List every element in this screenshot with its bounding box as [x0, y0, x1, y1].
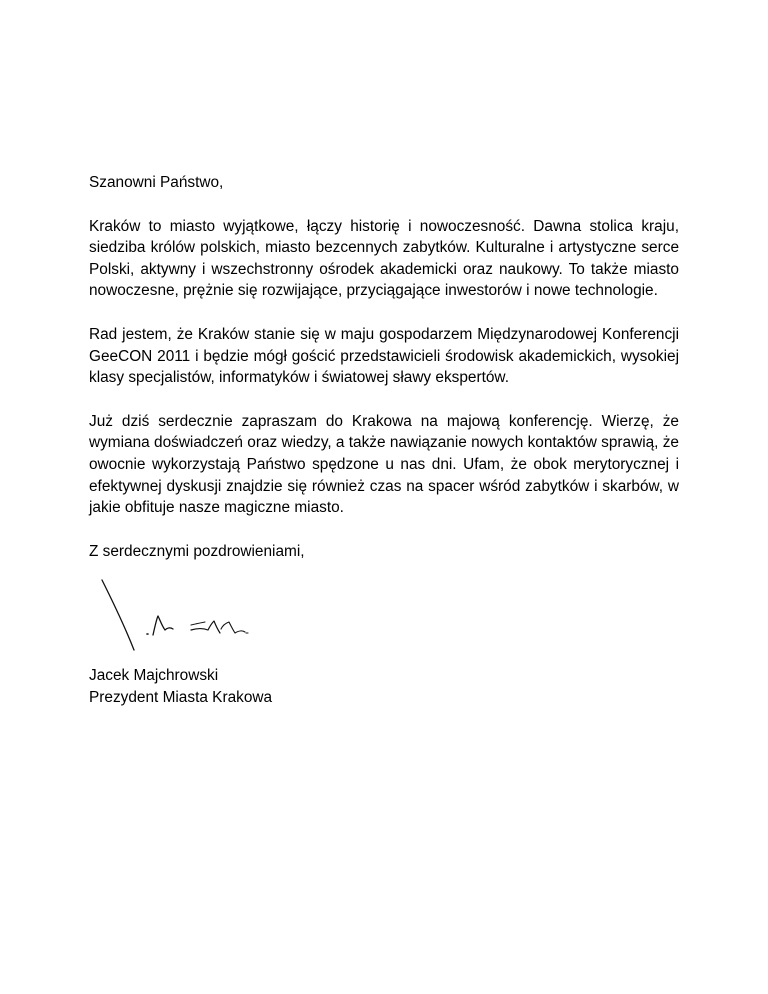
salutation: Szanowni Państwo, [89, 174, 224, 191]
letter-body [89, 172, 679, 584]
paragraph-1: Kraków to miasto wyjątkowe, łączy historię i nowoczesność. Dawna stolica kraju, siedziba królów polskich, miasto bezcennych zabytków. Kulturalne i artystyczne serce Polski, aktywny i wszechstronny ośrodek akademicki oraz naukowy. To także miasto nowoczesne, prężnie się rozwijające, przyciągające inwestorów i nowe technologie. [89, 217, 679, 300]
signer-title: Prezydent Miasta Krakowa [89, 688, 273, 706]
paragraph-2: Rad jestem, że Kraków stanie się w maju gospodarzem Międzynarodowej Konferencji GeeCON 2011 i będzie mógł gościć przedstawicieli środowisk akademickich, wysokiej klasy specjalistów, informatyków i światowej sławy ekspertów. [89, 325, 679, 387]
signer-name: Jacek Majchrowski [89, 667, 219, 684]
signature-image [99, 578, 279, 652]
paragraph-3: Już dziś serdecznie zapraszam do Krakowa na majową konferencję. Wierzę, że wymiana doświadczeń oraz wiedzy, a także nawiązanie nowych kontaktów sprawią, że owocnie wykorzystają Państwo spędzone u nas dni. Ufam, że obok merytorycznej i efektywnej dyskusji znajdzie się również czas na spacer wśród zabytków i skarbów, w jakie obfituje nasze magiczne miasto. [89, 412, 679, 517]
signature-icon [99, 578, 279, 652]
signer-block [89, 665, 272, 708]
closing: Z serdecznymi pozdrowieniami, [89, 542, 305, 560]
